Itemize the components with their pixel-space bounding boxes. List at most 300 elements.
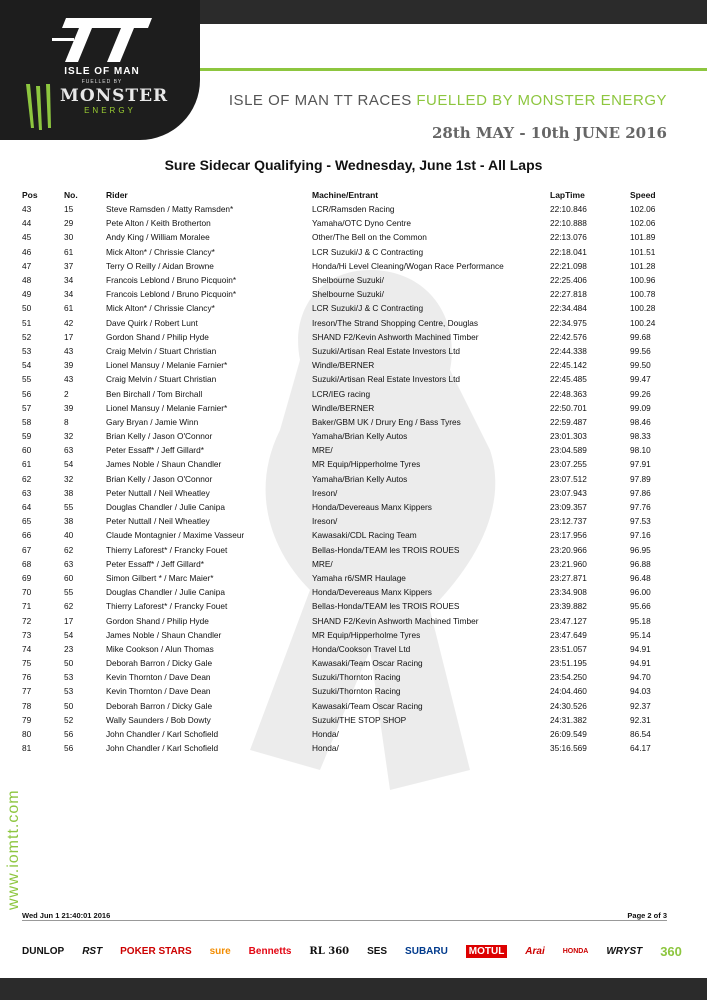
sponsor-logo: MOTUL	[466, 945, 508, 958]
logo-energy: ENERGY	[84, 106, 136, 115]
cell-pos: 50	[22, 303, 32, 314]
table-row	[22, 543, 678, 557]
cell-speed: 95.14	[630, 629, 651, 640]
cell-pos: 74	[22, 643, 32, 654]
table-row	[22, 528, 678, 542]
table-row	[22, 401, 678, 415]
table-row	[22, 642, 678, 656]
cell-no: 53	[64, 686, 74, 697]
table-row	[22, 273, 678, 287]
cell-rider: Mick Alton* / Chrissie Clancy*	[106, 303, 215, 314]
col-header-rider: Rider	[106, 190, 128, 200]
table-row	[22, 202, 678, 216]
cell-no: 8	[64, 416, 69, 427]
cell-pos: 77	[22, 686, 32, 697]
side-url: www.iomtt.com	[5, 789, 22, 910]
cell-machine: Suzuki/Thornton Racing	[312, 686, 401, 697]
cell-machine: Ireson/	[312, 516, 338, 527]
cell-laptime: 23:17.956	[550, 530, 587, 541]
cell-machine: Windle/BERNER	[312, 402, 375, 413]
cell-speed: 96.00	[630, 587, 651, 598]
table-row	[22, 330, 678, 344]
cell-machine: Honda/Devereaus Manx Kippers	[312, 587, 432, 598]
cell-no: 56	[64, 743, 74, 754]
cell-pos: 71	[22, 601, 32, 612]
col-header-pos: Pos	[22, 190, 38, 200]
cell-pos: 65	[22, 516, 32, 527]
cell-rider: Douglas Chandler / Julie Canipa	[106, 502, 225, 513]
table-row	[22, 245, 678, 259]
cell-pos: 55	[22, 374, 32, 385]
cell-pos: 81	[22, 743, 32, 754]
cell-rider: James Noble / Shaun Chandler	[106, 629, 222, 640]
table-row	[22, 514, 678, 528]
cell-no: 60	[64, 572, 74, 583]
table-row	[22, 571, 678, 585]
cell-speed: 100.96	[630, 275, 656, 286]
cell-no: 15	[64, 204, 74, 215]
cell-speed: 99.26	[630, 388, 651, 399]
table-row	[22, 472, 678, 486]
cell-rider: Peter Essaff* / Jeff Gillard*	[106, 445, 204, 456]
cell-machine: Honda/Devereaus Manx Kippers	[312, 502, 432, 513]
cell-no: 56	[64, 729, 74, 740]
table-row	[22, 585, 678, 599]
header-tagline	[229, 92, 667, 109]
cell-rider: James Noble / Shaun Chandler	[106, 459, 222, 470]
cell-speed: 99.56	[630, 345, 651, 356]
table-row	[22, 216, 678, 230]
cell-no: 34	[64, 275, 74, 286]
table-row	[22, 500, 678, 514]
table-row	[22, 443, 678, 457]
cell-rider: Wally Saunders / Bob Dowty	[106, 714, 211, 725]
cell-machine: Yamaha r6/SMR Haulage	[312, 572, 406, 583]
sponsor-logo: RST	[82, 945, 103, 957]
cell-laptime: 23:21.960	[550, 558, 587, 569]
table-row	[22, 557, 678, 571]
cell-rider: Peter Nuttall / Neil Wheatley	[106, 516, 210, 527]
cell-laptime: 23:07.512	[550, 473, 587, 484]
cell-machine: LCR Suzuki/J & C Contracting	[312, 303, 424, 314]
cell-rider: Andy King / William Moralee	[106, 232, 210, 243]
sponsor-logo: Bennetts	[248, 945, 292, 957]
tagline-main: ISLE OF MAN TT RACES	[228, 92, 417, 109]
cell-machine: Yamaha/OTC Dyno Centre	[312, 218, 411, 229]
cell-pos: 72	[22, 615, 32, 626]
table-row	[22, 486, 678, 500]
cell-no: 37	[64, 260, 74, 271]
cell-speed: 99.50	[630, 360, 651, 371]
cell-laptime: 22:34.975	[550, 317, 587, 328]
logo-isle-of-man: ISLE OF MAN	[64, 66, 140, 77]
cell-pos: 56	[22, 388, 32, 399]
cell-speed: 99.47	[630, 374, 651, 385]
cell-no: 63	[64, 445, 74, 456]
tagline-green: FUELLED BY MONSTER ENERGY	[416, 92, 667, 109]
sponsor-logo: Arai	[525, 945, 545, 957]
sponsor-logo: POKER STARS	[120, 945, 192, 957]
footer-page-number: Page 2 of 3	[627, 911, 667, 920]
cell-pos: 43	[22, 204, 32, 215]
cell-machine: MR Equip/Hipperholme Tyres	[312, 459, 421, 470]
cell-laptime: 22:45.485	[550, 374, 587, 385]
cell-pos: 59	[22, 431, 32, 442]
cell-machine: Honda/Cookson Travel Ltd	[312, 643, 411, 654]
table-row	[22, 713, 678, 727]
cell-pos: 61	[22, 459, 32, 470]
cell-pos: 70	[22, 587, 32, 598]
cell-rider: Lionel Mansuy / Melanie Farnier*	[106, 402, 228, 413]
cell-laptime: 23:09.357	[550, 502, 587, 513]
tt-logo-block	[0, 0, 200, 140]
cell-laptime: 23:01.303	[550, 431, 587, 442]
cell-pos: 76	[22, 672, 32, 683]
cell-no: 40	[64, 530, 74, 541]
bottom-dark-bar	[0, 978, 707, 1000]
table-row	[22, 344, 678, 358]
cell-pos: 80	[22, 729, 32, 740]
cell-laptime: 24:30.526	[550, 700, 587, 711]
cell-machine: MRE/	[312, 445, 333, 456]
cell-speed: 102.06	[630, 204, 656, 215]
cell-laptime: 22:44.338	[550, 345, 587, 356]
cell-machine: Suzuki/Thornton Racing	[312, 672, 401, 683]
cell-pos: 53	[22, 345, 32, 356]
cell-rider: Craig Melvin / Stuart Christian	[106, 374, 217, 385]
cell-machine: Shelbourne Suzuki/	[312, 275, 384, 286]
cell-pos: 66	[22, 530, 32, 541]
cell-speed: 96.95	[630, 544, 651, 555]
cell-speed: 92.31	[630, 714, 651, 725]
sponsor-logo: RL 360	[309, 945, 350, 957]
cell-pos: 73	[22, 629, 32, 640]
cell-pos: 60	[22, 445, 32, 456]
cell-laptime: 35:16.569	[550, 743, 587, 754]
cell-pos: 75	[22, 658, 32, 669]
cell-laptime: 23:04.589	[550, 445, 587, 456]
cell-speed: 100.28	[630, 303, 656, 314]
cell-rider: John Chandler / Karl Schofield	[106, 729, 219, 740]
cell-pos: 64	[22, 502, 32, 513]
cell-pos: 57	[22, 402, 32, 413]
cell-no: 38	[64, 487, 74, 498]
cell-no: 43	[64, 345, 74, 356]
page-title: Sure Sidecar Qualifying - Wednesday, June 1st - All Laps	[164, 157, 543, 173]
table-row	[22, 259, 678, 273]
cell-pos: 67	[22, 544, 32, 555]
cell-rider: Thierry Laforest* / Francky Fouet	[106, 544, 228, 555]
table-row	[22, 457, 678, 471]
cell-rider: Ben Birchall / Tom Birchall	[106, 388, 203, 399]
table-row	[22, 628, 678, 642]
cell-no: 23	[64, 643, 74, 654]
cell-pos: 69	[22, 572, 32, 583]
cell-laptime: 26:09.549	[550, 729, 587, 740]
cell-speed: 86.54	[630, 729, 651, 740]
cell-no: 17	[64, 331, 74, 342]
cell-laptime: 22:25.406	[550, 275, 587, 286]
table-row	[22, 316, 678, 330]
cell-no: 63	[64, 558, 74, 569]
cell-speed: 96.88	[630, 558, 651, 569]
table-row	[22, 287, 678, 301]
cell-rider: Brian Kelly / Jason O'Connor	[106, 431, 213, 442]
table-header-row	[22, 188, 678, 202]
cell-speed: 95.66	[630, 601, 651, 612]
cell-rider: Craig Melvin / Stuart Christian	[106, 345, 217, 356]
cell-machine: Yamaha/Brian Kelly Autos	[312, 431, 408, 442]
event-dates: 28th MAY - 10th JUNE 2016	[431, 124, 667, 142]
table-row	[22, 415, 678, 429]
cell-machine: LCR Suzuki/J & C Contracting	[312, 246, 424, 257]
cell-machine: Yamaha/Brian Kelly Autos	[312, 473, 408, 484]
cell-rider: Pete Alton / Keith Brotherton	[106, 218, 211, 229]
cell-speed: 97.91	[630, 459, 651, 470]
logo-fuelled-by: FUELLED BY	[81, 79, 123, 85]
table-row	[22, 670, 678, 684]
cell-pos: 68	[22, 558, 32, 569]
cell-no: 53	[64, 672, 74, 683]
cell-laptime: 23:54.250	[550, 672, 587, 683]
cell-no: 50	[64, 658, 74, 669]
table-row	[22, 613, 678, 627]
cell-machine: Windle/BERNER	[312, 360, 375, 371]
cell-laptime: 22:59.487	[550, 416, 587, 427]
cell-speed: 99.09	[630, 402, 651, 413]
table-row	[22, 372, 678, 386]
cell-machine: Suzuki/Artisan Real Estate Investors Ltd	[312, 345, 461, 356]
cell-rider: Terry O Reilly / Aidan Browne	[106, 260, 214, 271]
cell-speed: 96.48	[630, 572, 651, 583]
cell-speed: 101.28	[630, 260, 656, 271]
sponsor-logo: HONDA	[562, 947, 589, 955]
col-header-speed: Speed	[630, 190, 656, 200]
cell-machine: LCR/IEG racing	[312, 388, 371, 399]
cell-laptime: 22:50.701	[550, 402, 587, 413]
cell-rider: Mike Cookson / Alun Thomas	[106, 643, 214, 654]
table-row	[22, 599, 678, 613]
cell-laptime: 24:04.460	[550, 686, 587, 697]
cell-pos: 45	[22, 232, 32, 243]
cell-laptime: 23:07.255	[550, 459, 587, 470]
cell-machine: Suzuki/THE STOP SHOP	[312, 714, 407, 725]
cell-machine: Suzuki/Artisan Real Estate Investors Ltd	[312, 374, 461, 385]
cell-rider: Gordon Shand / Philip Hyde	[106, 615, 209, 626]
cell-rider: Kevin Thornton / Dave Dean	[106, 686, 211, 697]
cell-rider: Lionel Mansuy / Melanie Farnier*	[106, 360, 228, 371]
sponsor-logo: SUBARU	[405, 945, 448, 957]
table-row	[22, 230, 678, 244]
cell-laptime: 23:39.882	[550, 601, 587, 612]
cell-laptime: 23:27.871	[550, 572, 587, 583]
cell-rider: Francois Leblond / Bruno Picquoin*	[106, 289, 237, 300]
cell-machine: Ireson/	[312, 487, 338, 498]
cell-pos: 79	[22, 714, 32, 725]
cell-machine: Kawasaki/Team Oscar Racing	[312, 700, 423, 711]
results-table	[22, 188, 678, 755]
cell-no: 43	[64, 374, 74, 385]
cell-no: 55	[64, 587, 74, 598]
cell-speed: 99.68	[630, 331, 651, 342]
table-row	[22, 699, 678, 713]
logo-monster: MONSTER	[60, 86, 169, 106]
cell-no: 61	[64, 246, 74, 257]
cell-machine: Kawasaki/CDL Racing Team	[312, 530, 417, 541]
cell-rider: Claude Montagnier / Maxime Vasseur	[106, 530, 245, 541]
cell-no: 62	[64, 544, 74, 555]
cell-pos: 48	[22, 275, 32, 286]
cell-speed: 94.91	[630, 658, 651, 669]
sponsor-logo: WRYST	[606, 945, 643, 957]
cell-machine: MRE/	[312, 558, 333, 569]
cell-no: 50	[64, 700, 74, 711]
cell-rider: Thierry Laforest* / Francky Fouet	[106, 601, 228, 612]
cell-speed: 97.16	[630, 530, 651, 541]
cell-rider: Gary Bryan / Jamie Winn	[106, 416, 199, 427]
cell-rider: Brian Kelly / Jason O'Connor	[106, 473, 213, 484]
cell-speed: 101.89	[630, 232, 656, 243]
cell-laptime: 22:45.142	[550, 360, 587, 371]
cell-rider: Peter Essaff* / Jeff Gillard*	[106, 558, 204, 569]
cell-pos: 63	[22, 487, 32, 498]
cell-rider: Kevin Thornton / Dave Dean	[106, 672, 211, 683]
cell-laptime: 23:12.737	[550, 516, 587, 527]
monster-claw-icon	[22, 82, 56, 132]
cell-rider: Gordon Shand / Philip Hyde	[106, 331, 209, 342]
cell-no: 62	[64, 601, 74, 612]
cell-machine: LCR/Ramsden Racing	[312, 204, 395, 215]
cell-speed: 98.33	[630, 431, 651, 442]
cell-machine: Bellas-Honda/TEAM les TROIS ROUES	[312, 601, 460, 612]
cell-laptime: 22:34.484	[550, 303, 587, 314]
header-green-rule	[200, 68, 707, 71]
cell-pos: 47	[22, 260, 32, 271]
cell-no: 52	[64, 714, 74, 725]
footer-rule	[22, 920, 667, 921]
cell-machine: Honda/Hi Level Cleaning/Wogan Race Performance	[312, 260, 504, 271]
footer-timestamp: Wed Jun 1 21:40:01 2016	[22, 911, 111, 920]
cell-no: 39	[64, 402, 74, 413]
cell-speed: 94.70	[630, 672, 651, 683]
cell-pos: 58	[22, 416, 32, 427]
cell-no: 54	[64, 459, 74, 470]
cell-laptime: 22:10.846	[550, 204, 587, 215]
cell-pos: 46	[22, 246, 32, 257]
cell-rider: John Chandler / Karl Schofield	[106, 743, 219, 754]
cell-machine: Other/The Bell on the Common	[312, 232, 427, 243]
cell-laptime: 22:18.041	[550, 246, 587, 257]
sponsor-logo: 360	[660, 943, 682, 959]
cell-machine: Honda/	[312, 743, 339, 754]
cell-rider: Dave Quirk / Robert Lunt	[106, 317, 198, 328]
cell-no: 55	[64, 502, 74, 513]
cell-no: 32	[64, 473, 74, 484]
cell-rider: Peter Nuttall / Neil Wheatley	[106, 487, 210, 498]
cell-speed: 101.51	[630, 246, 656, 257]
cell-no: 54	[64, 629, 74, 640]
cell-rider: Deborah Barron / Dicky Gale	[106, 658, 213, 669]
cell-laptime: 23:51.057	[550, 643, 587, 654]
table-row	[22, 741, 678, 755]
cell-speed: 98.46	[630, 416, 651, 427]
cell-laptime: 22:42.576	[550, 331, 587, 342]
cell-rider: Simon Gilbert * / Marc Maier*	[106, 572, 214, 583]
cell-machine: Ireson/The Strand Shopping Centre, Douglas	[312, 317, 479, 328]
cell-pos: 49	[22, 289, 32, 300]
cell-machine: Shelbourne Suzuki/	[312, 289, 384, 300]
sponsor-logo: DUNLOP	[22, 945, 65, 957]
cell-laptime: 23:47.649	[550, 629, 587, 640]
cell-rider: Steve Ramsden / Matty Ramsden*	[106, 204, 234, 215]
cell-no: 39	[64, 360, 74, 371]
col-header-laptime: LapTime	[550, 190, 585, 200]
table-row	[22, 386, 678, 400]
sponsor-logo: sure	[209, 945, 231, 957]
cell-laptime: 22:48.363	[550, 388, 587, 399]
cell-no: 2	[64, 388, 69, 399]
cell-laptime: 23:51.195	[550, 658, 587, 669]
cell-speed: 100.78	[630, 289, 656, 300]
cell-machine: Honda/	[312, 729, 339, 740]
cell-speed: 94.03	[630, 686, 651, 697]
cell-speed: 92.37	[630, 700, 651, 711]
cell-speed: 97.53	[630, 516, 651, 527]
cell-machine: SHAND F2/Kevin Ashworth Machined Timber	[312, 615, 479, 626]
cell-no: 61	[64, 303, 74, 314]
cell-speed: 97.89	[630, 473, 651, 484]
cell-rider: Douglas Chandler / Julie Canipa	[106, 587, 225, 598]
cell-no: 38	[64, 516, 74, 527]
table-row	[22, 656, 678, 670]
cell-pos: 54	[22, 360, 32, 371]
table-row	[22, 684, 678, 698]
cell-laptime: 22:27.818	[550, 289, 587, 300]
cell-speed: 95.18	[630, 615, 651, 626]
cell-laptime: 23:20.966	[550, 544, 587, 555]
cell-speed: 102.06	[630, 218, 656, 229]
cell-speed: 64.17	[630, 743, 651, 754]
cell-rider: Deborah Barron / Dicky Gale	[106, 700, 213, 711]
header	[0, 0, 707, 150]
cell-no: 17	[64, 615, 74, 626]
cell-pos: 78	[22, 700, 32, 711]
cell-no: 34	[64, 289, 74, 300]
table-row	[22, 727, 678, 741]
cell-machine: SHAND F2/Kevin Ashworth Machined Timber	[312, 331, 479, 342]
cell-machine: MR Equip/Hipperholme Tyres	[312, 629, 421, 640]
cell-laptime: 24:31.382	[550, 714, 587, 725]
cell-no: 30	[64, 232, 74, 243]
cell-machine: Bellas-Honda/TEAM les TROIS ROUES	[312, 544, 460, 555]
cell-speed: 100.24	[630, 317, 656, 328]
cell-laptime: 22:13.076	[550, 232, 587, 243]
cell-rider: Mick Alton* / Chrissie Clancy*	[106, 246, 215, 257]
cell-speed: 97.76	[630, 502, 651, 513]
cell-no: 42	[64, 317, 74, 328]
table-row	[22, 358, 678, 372]
col-header-machine: Machine/Entrant	[312, 190, 379, 200]
table-row	[22, 301, 678, 315]
cell-no: 29	[64, 218, 74, 229]
cell-pos: 44	[22, 218, 32, 229]
cell-laptime: 22:10.888	[550, 218, 587, 229]
cell-speed: 97.86	[630, 487, 651, 498]
cell-rider: Francois Leblond / Bruno Picquoin*	[106, 275, 237, 286]
col-header-no: No.	[64, 190, 78, 200]
cell-pos: 51	[22, 317, 32, 328]
table-row	[22, 429, 678, 443]
